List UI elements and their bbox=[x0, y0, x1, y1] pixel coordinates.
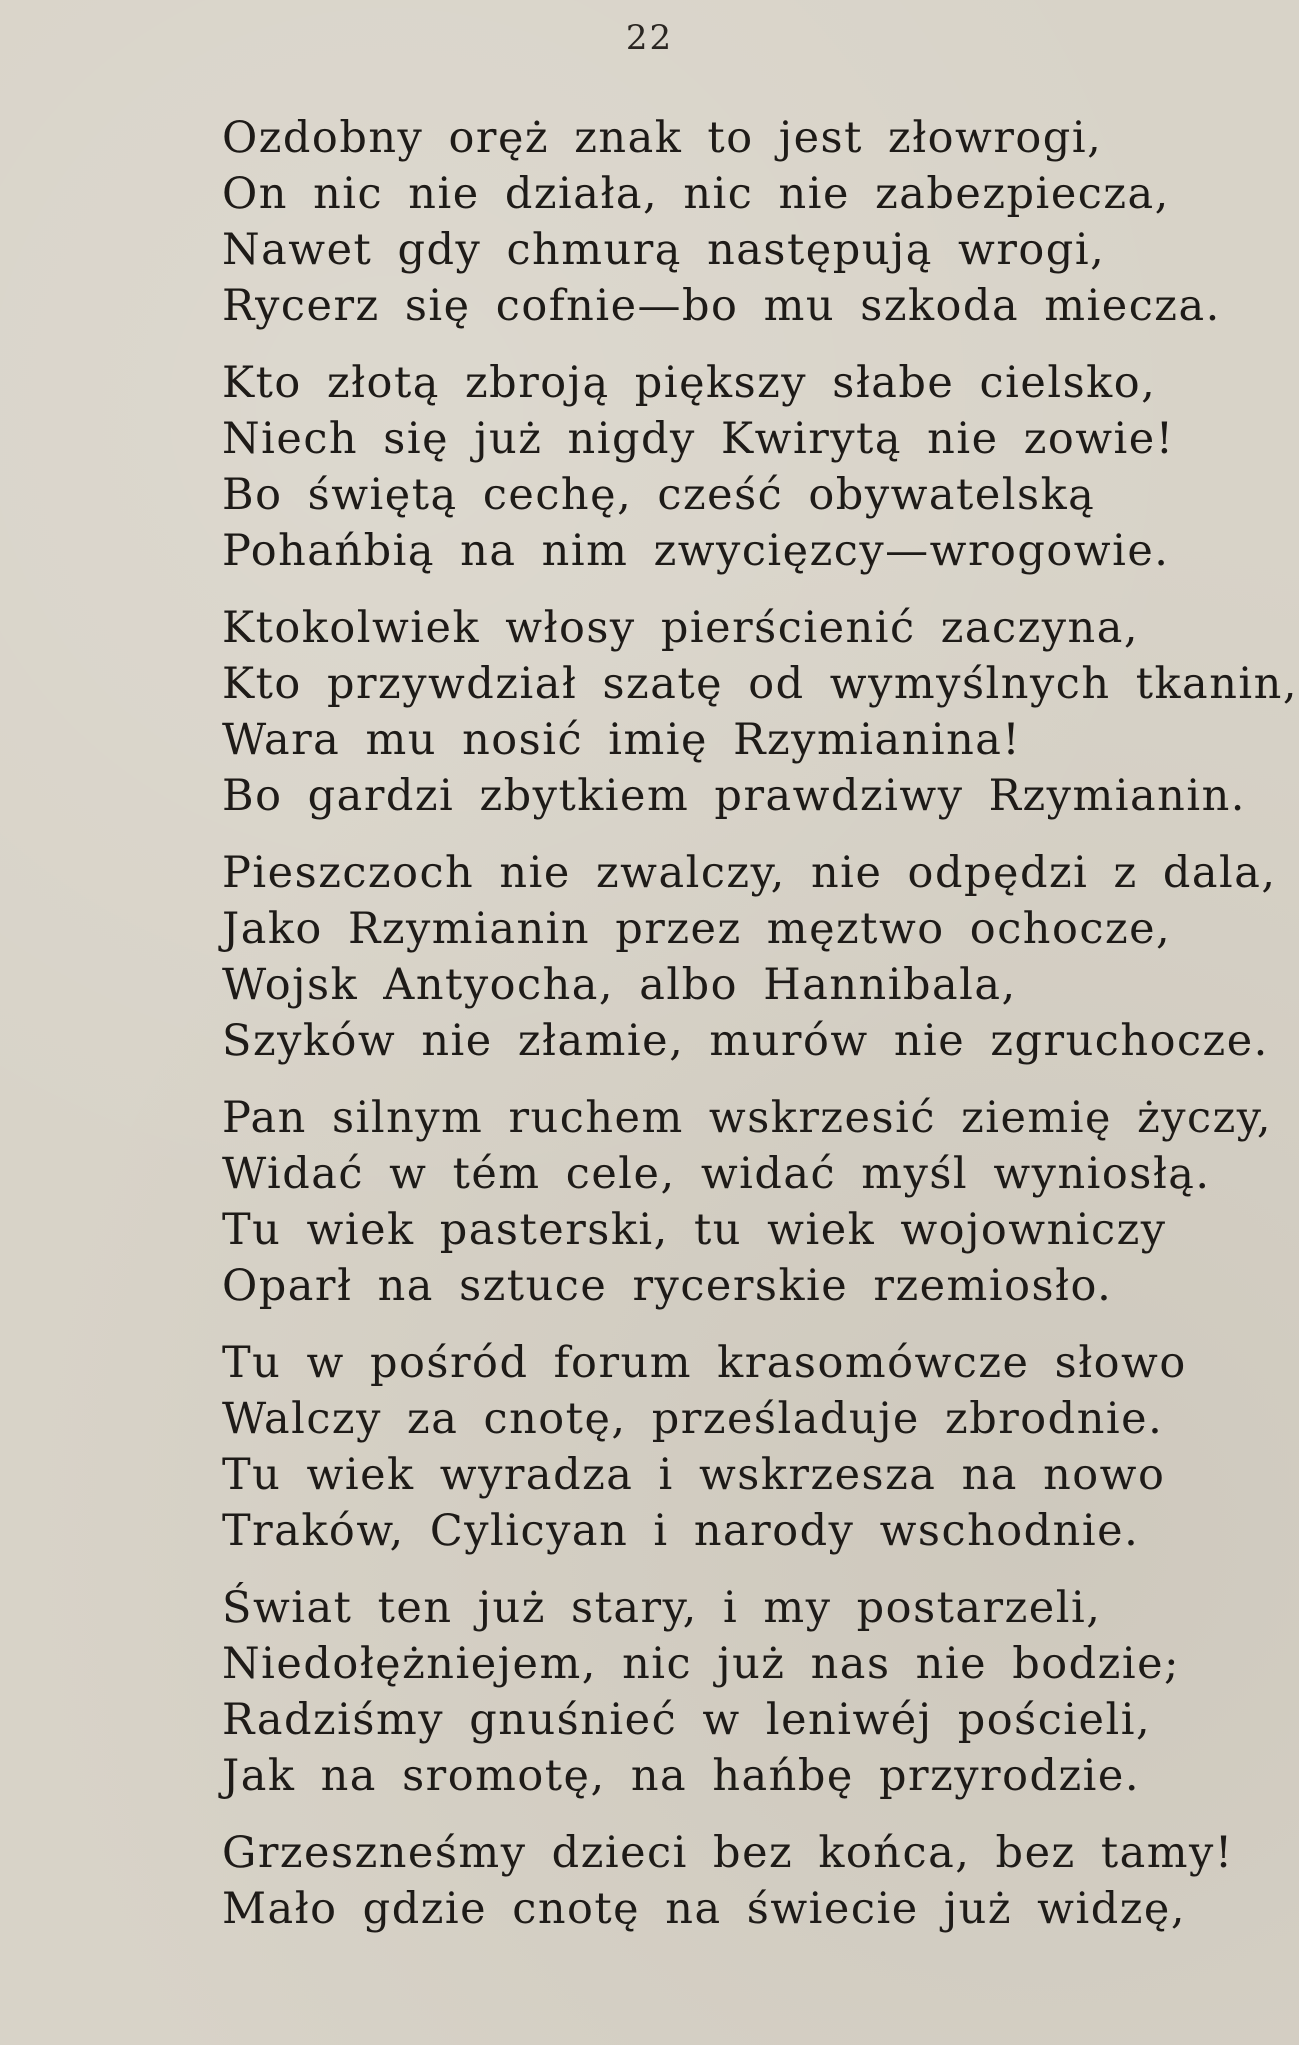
verse-line: Tu wiek pasterski, tu wiek wojowniczy bbox=[222, 1205, 1167, 1255]
verse-line: Tu wiek wyradza i wskrzesza na nowo bbox=[222, 1450, 1166, 1500]
verse-line: Niech się już nigdy Kwirytą nie zowie! bbox=[222, 414, 1175, 464]
verse-line: Pan silnym ruchem wskrzesić ziemię życzy, bbox=[222, 1093, 1273, 1143]
stanza-7 bbox=[222, 1580, 1282, 1804]
stanza-2 bbox=[222, 355, 1282, 579]
stanza-6 bbox=[222, 1335, 1282, 1559]
verse-line: Kto przywdział szatę od wymyślnych tkanin, bbox=[222, 659, 1299, 709]
verse-line: Grzeszneśmy dzieci bez końca, bez tamy! bbox=[222, 1828, 1234, 1878]
verse-line: Ozdobny oręż znak to jest złowrogi, bbox=[222, 113, 1103, 163]
verse-line: Oparł na sztuce rycerskie rzemiosło. bbox=[222, 1261, 1113, 1311]
verse-line: Świat ten już stary, i my postarzeli, bbox=[222, 1583, 1102, 1633]
verse-line: Tu w pośród forum krasomówcze słowo bbox=[222, 1338, 1187, 1388]
verse-line: Bo świętą cechę, cześć obywatelską bbox=[222, 470, 1096, 520]
verse-line: Wojsk Antyocha, albo Hannibala, bbox=[222, 960, 1017, 1010]
page-number: 22 bbox=[625, 18, 674, 58]
verse-line: Mało gdzie cnotę na świecie już widzę, bbox=[222, 1884, 1187, 1934]
verse-line: Wara mu nosić imię Rzymianina! bbox=[222, 715, 1022, 765]
verse-line: Nawet gdy chmurą następują wrogi, bbox=[222, 225, 1106, 275]
verse-line: Pieszczoch nie zwalczy, nie odpędzi z dala, bbox=[222, 848, 1277, 898]
verse-line: Radziśmy gnuśnieć w leniwéj pościeli, bbox=[222, 1695, 1152, 1745]
verse-line: Jako Rzymianin przez męztwo ochocze, bbox=[222, 904, 1172, 954]
verse-line: Pohańbią na nim zwycięzcy—wrogowie. bbox=[222, 526, 1170, 576]
stanza-8 bbox=[222, 1825, 1282, 1937]
verse-line: Widać w tém cele, widać myśl wyniosłą. bbox=[222, 1149, 1211, 1199]
verse-line: Kto złotą zbroją piększy słabe cielsko, bbox=[222, 358, 1157, 408]
stanza-1 bbox=[222, 110, 1282, 334]
verse-line: Jak na sromotę, na hańbę przyrodzie. bbox=[222, 1751, 1141, 1801]
verse-line: On nic nie działa, nic nie zabezpiecza, bbox=[222, 169, 1170, 219]
verse-line: Szyków nie złamie, murów nie zgruchocze. bbox=[222, 1016, 1269, 1066]
stanza-4 bbox=[222, 845, 1282, 1069]
stanza-3 bbox=[222, 600, 1299, 824]
verse-line: Walczy za cnotę, prześladuje zbrodnie. bbox=[222, 1394, 1164, 1444]
verse-line: Ktokolwiek włosy pierścienić zaczyna, bbox=[222, 603, 1140, 653]
verse-line: Traków, Cylicyan i narody wschodnie. bbox=[222, 1506, 1140, 1556]
verse-line: Niedołężniejem, nic już nas nie bodzie; bbox=[222, 1639, 1181, 1689]
verse-line: Rycerz się cofnie—bo mu szkoda miecza. bbox=[222, 281, 1221, 331]
stanza-5 bbox=[222, 1090, 1282, 1314]
verse-line: Bo gardzi zbytkiem prawdziwy Rzymianin. bbox=[222, 771, 1246, 821]
poem-body bbox=[222, 110, 1299, 1958]
